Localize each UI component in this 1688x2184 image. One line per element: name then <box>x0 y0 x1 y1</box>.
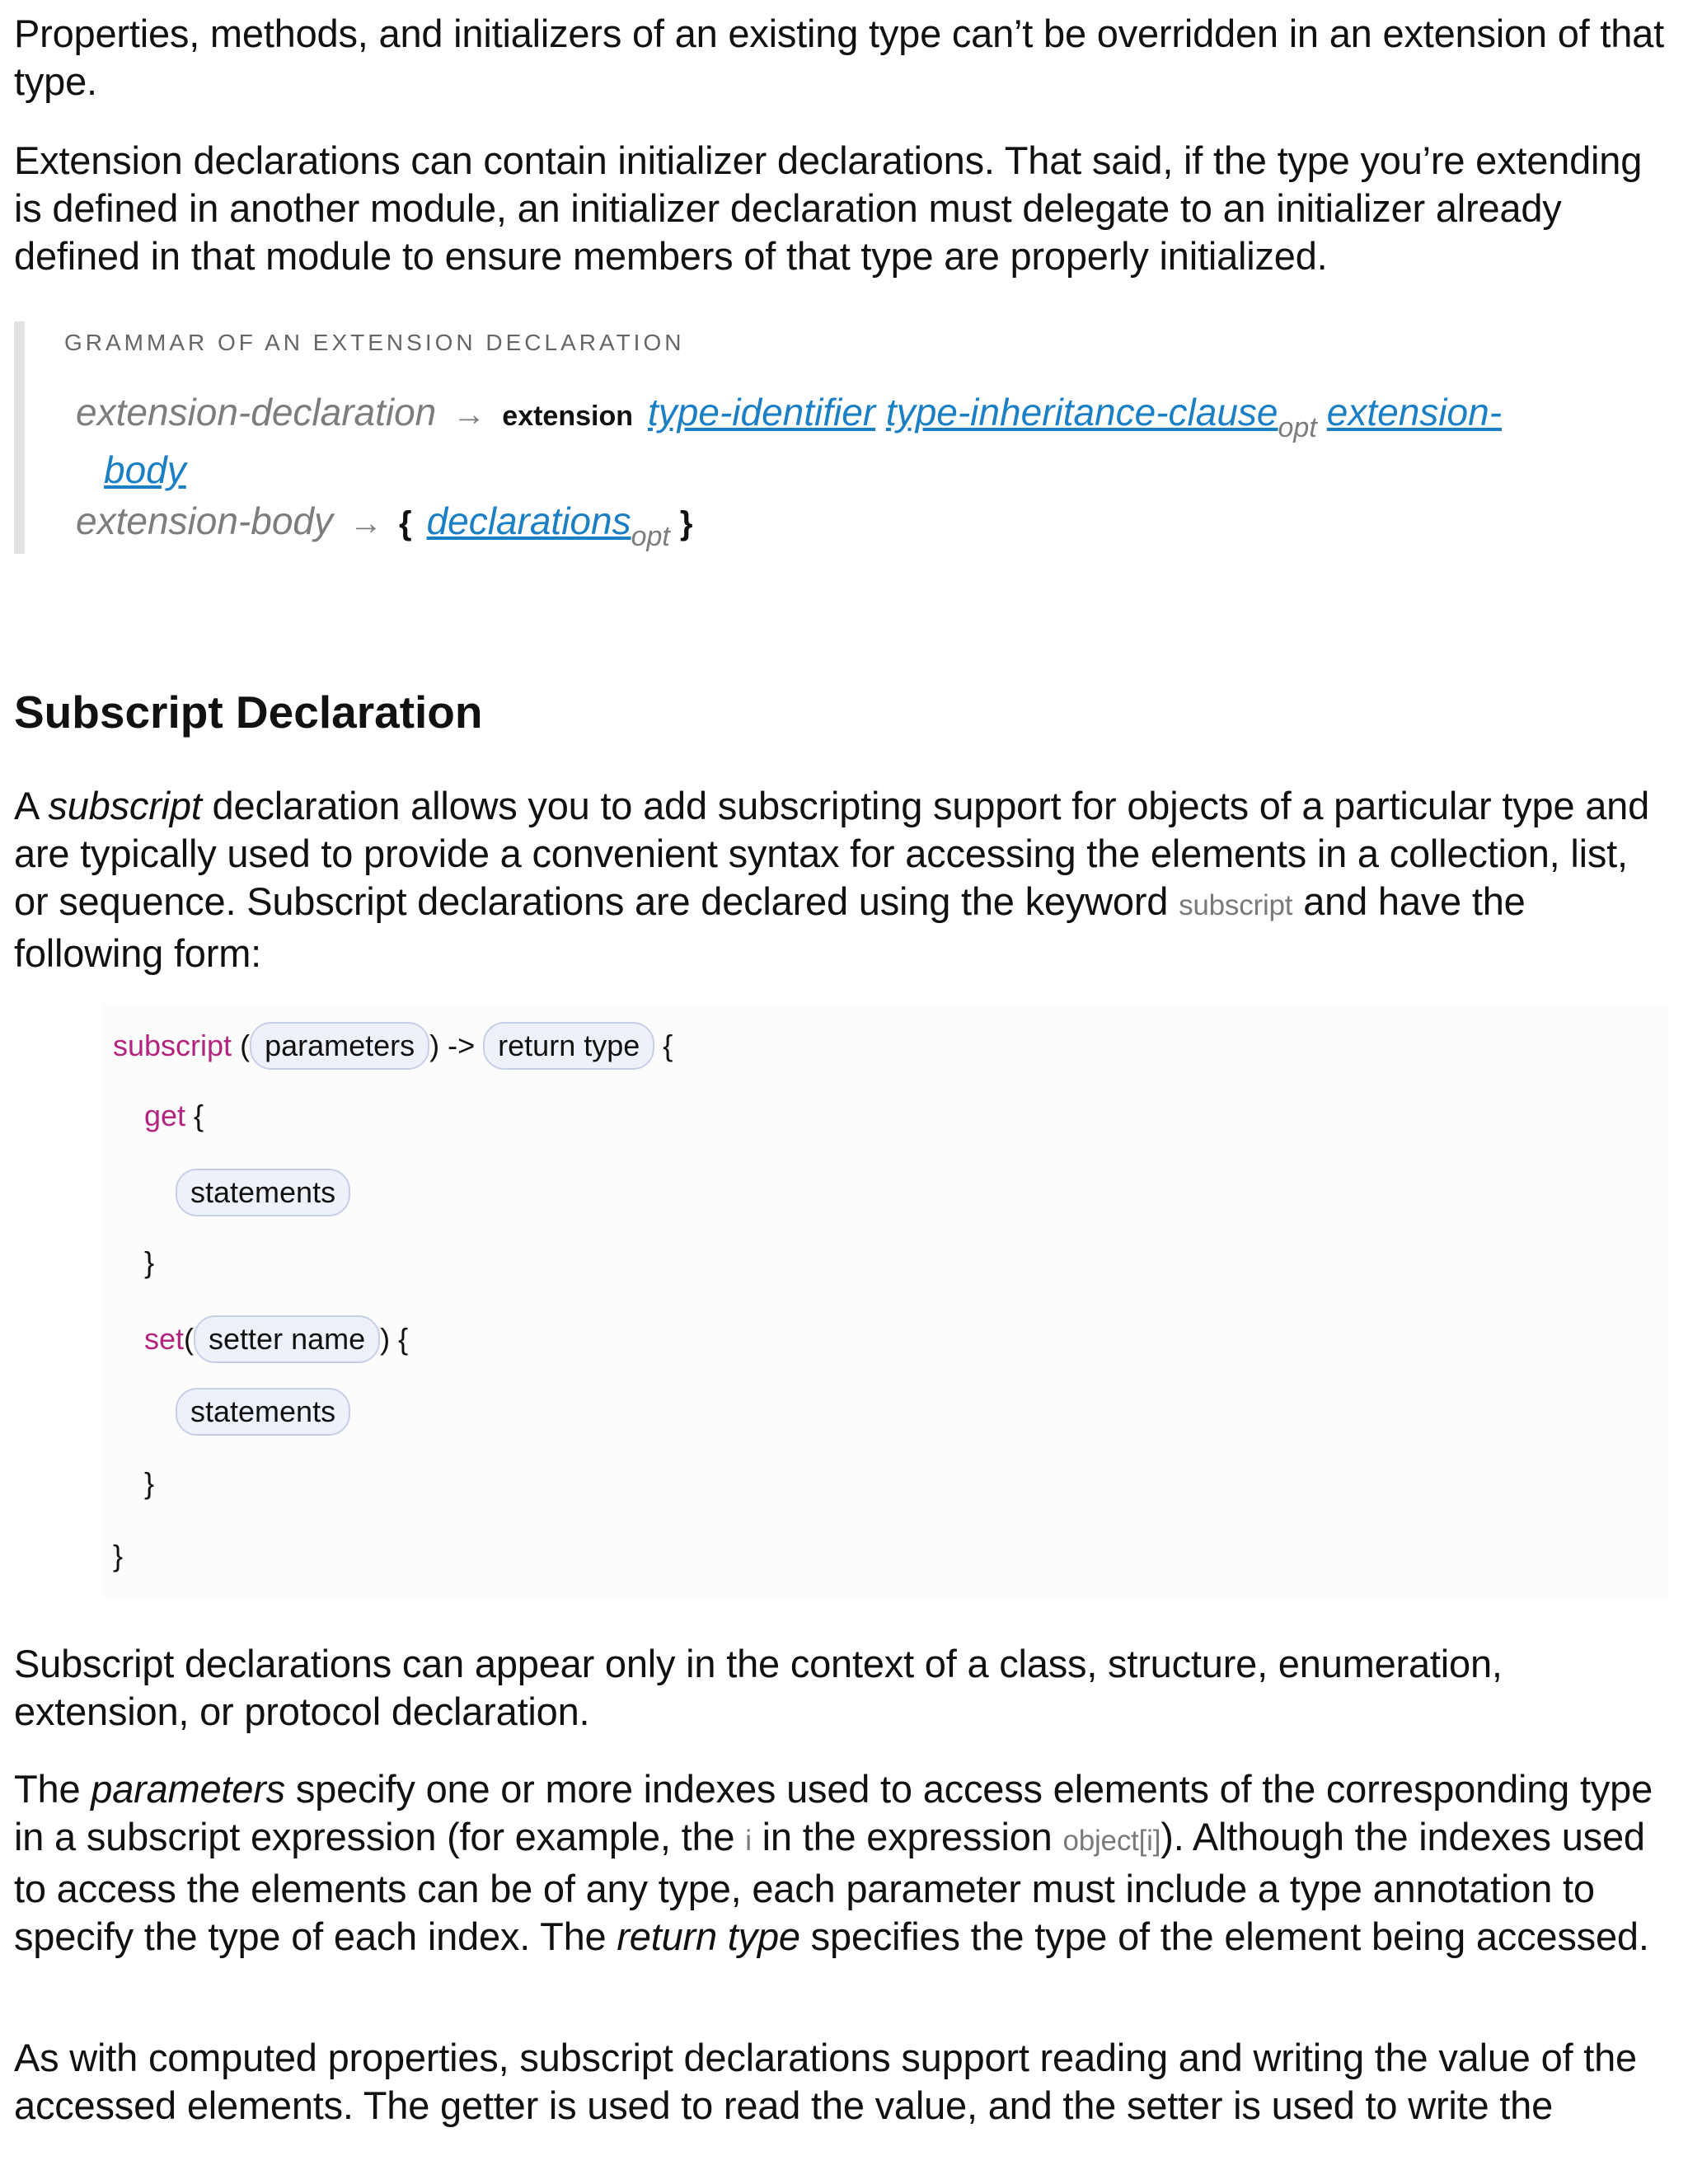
nonterminal-extension-body: extension-body <box>76 499 333 542</box>
code-punct: ( <box>232 1029 251 1062</box>
text-run: A <box>14 784 49 827</box>
code-keyword-set: set <box>144 1322 185 1356</box>
code-line-signature <box>113 1022 673 1070</box>
grammar-title: GRAMMAR OF AN EXTENSION DECLARATION <box>64 330 685 355</box>
text-run: ). Although the indexes used to access the elements can be of any type, each parameter must include a type annotation to specify the type of each index. The <box>14 1815 1645 1958</box>
code-punct: } <box>144 1245 155 1279</box>
paragraph-getter-setter: As with computed properties, subscript declarations support reading and writing the value of the accessed elements. The getter is used to read the value, and the setter is used to write the <box>14 2036 1637 2127</box>
link-declarations[interactable]: declarations <box>426 499 631 542</box>
code-line-close-getter <box>144 1244 154 1281</box>
arrow-icon: → <box>349 505 382 541</box>
code-punct: } <box>144 1466 155 1500</box>
code-line-statements-1 <box>176 1169 350 1216</box>
placeholder-statements: statements <box>176 1388 350 1436</box>
link-extension-body-continued[interactable]: body <box>104 448 186 491</box>
code-block-subscript-form <box>103 1004 1669 1597</box>
code-punct: { <box>654 1029 673 1062</box>
code-line-close-subscript <box>113 1538 123 1574</box>
code-punct: ) { <box>380 1322 409 1356</box>
paragraph-subscript-intro <box>14 782 1671 977</box>
text-run: in the expression <box>751 1815 1063 1858</box>
close-brace-literal: } <box>679 505 693 541</box>
code-punct: } <box>113 1539 124 1572</box>
code-punct: ) -> <box>429 1029 476 1062</box>
code-line-statements-2 <box>176 1388 350 1436</box>
emphasis-parameters: parameters <box>91 1767 285 1811</box>
paragraph-parameters <box>14 1765 1671 1961</box>
code-punct: ( <box>184 1322 195 1356</box>
text-run: specifies the type of the element being accessed. <box>799 1915 1649 1958</box>
paragraph-subscript-context: Subscript declarations can appear only in the context of a class, structure, enumeration, extension, or protocol declaration. <box>14 1642 1503 1733</box>
grammar-production-extension-body <box>76 498 707 560</box>
text-run: and have the following form: <box>14 879 1526 975</box>
open-brace-literal: { <box>398 505 412 541</box>
code-keyword-subscript: subscript <box>113 1029 232 1062</box>
opt-subscript: opt <box>631 521 670 552</box>
nonterminal-extension-declaration: extension-declaration <box>76 391 437 434</box>
code-line-setter <box>144 1315 408 1363</box>
grammar-production-extension-declaration <box>76 389 1502 451</box>
placeholder-parameters: parameters <box>250 1022 429 1070</box>
text-run: declaration allows you to add subscripting support for objects of a particular type and are typically used to provide a convenient syntax for accessing the elements in a collection, list, or sequence. Subscript declarations are declared using the keyword <box>14 784 1650 923</box>
inline-code-object-index: object[i] <box>1062 1825 1161 1857</box>
grammar-block <box>14 321 1665 554</box>
section-heading: Subscript Declaration <box>14 687 483 738</box>
placeholder-statements: statements <box>176 1169 350 1216</box>
code-line-close-setter <box>144 1465 154 1502</box>
paragraph-initializer-note: Extension declarations can contain initializer declarations. That said, if the type you’re extending is defined in another module, an initializer declaration must delegate to an initializer already defined in that module to ensure members of that type are properly initialized. <box>14 138 1643 278</box>
opt-subscript: opt <box>1278 412 1317 443</box>
text-run: specify one or more indexes used to access elements of the corresponding type in a subscript expression (for example, the <box>14 1767 1653 1858</box>
inline-code-i: i <box>745 1825 752 1857</box>
link-type-identifier[interactable]: type-identifier <box>648 391 876 434</box>
code-keyword-get: get <box>144 1099 186 1132</box>
link-extension-body[interactable]: extension- <box>1326 391 1503 434</box>
grammar-production-continuation <box>104 447 186 493</box>
placeholder-setter-name: setter name <box>194 1315 380 1363</box>
code-punct: { <box>185 1099 204 1132</box>
arrow-icon: → <box>452 396 486 433</box>
emphasis-return-type: return type <box>617 1915 800 1958</box>
paragraph-override-note: Properties, methods, and initializers of an existing type can’t be overridden in an extension of that type. <box>14 12 1664 103</box>
code-line-getter <box>144 1098 204 1134</box>
emphasis-subscript: subscript <box>48 784 202 827</box>
placeholder-return-type: return type <box>483 1022 654 1070</box>
text-run: The <box>14 1767 91 1811</box>
inline-code-subscript: subscript <box>1179 889 1293 921</box>
keyword-extension: extension <box>502 401 633 432</box>
link-type-inheritance-clause[interactable]: type-inheritance-clause <box>885 391 1278 434</box>
